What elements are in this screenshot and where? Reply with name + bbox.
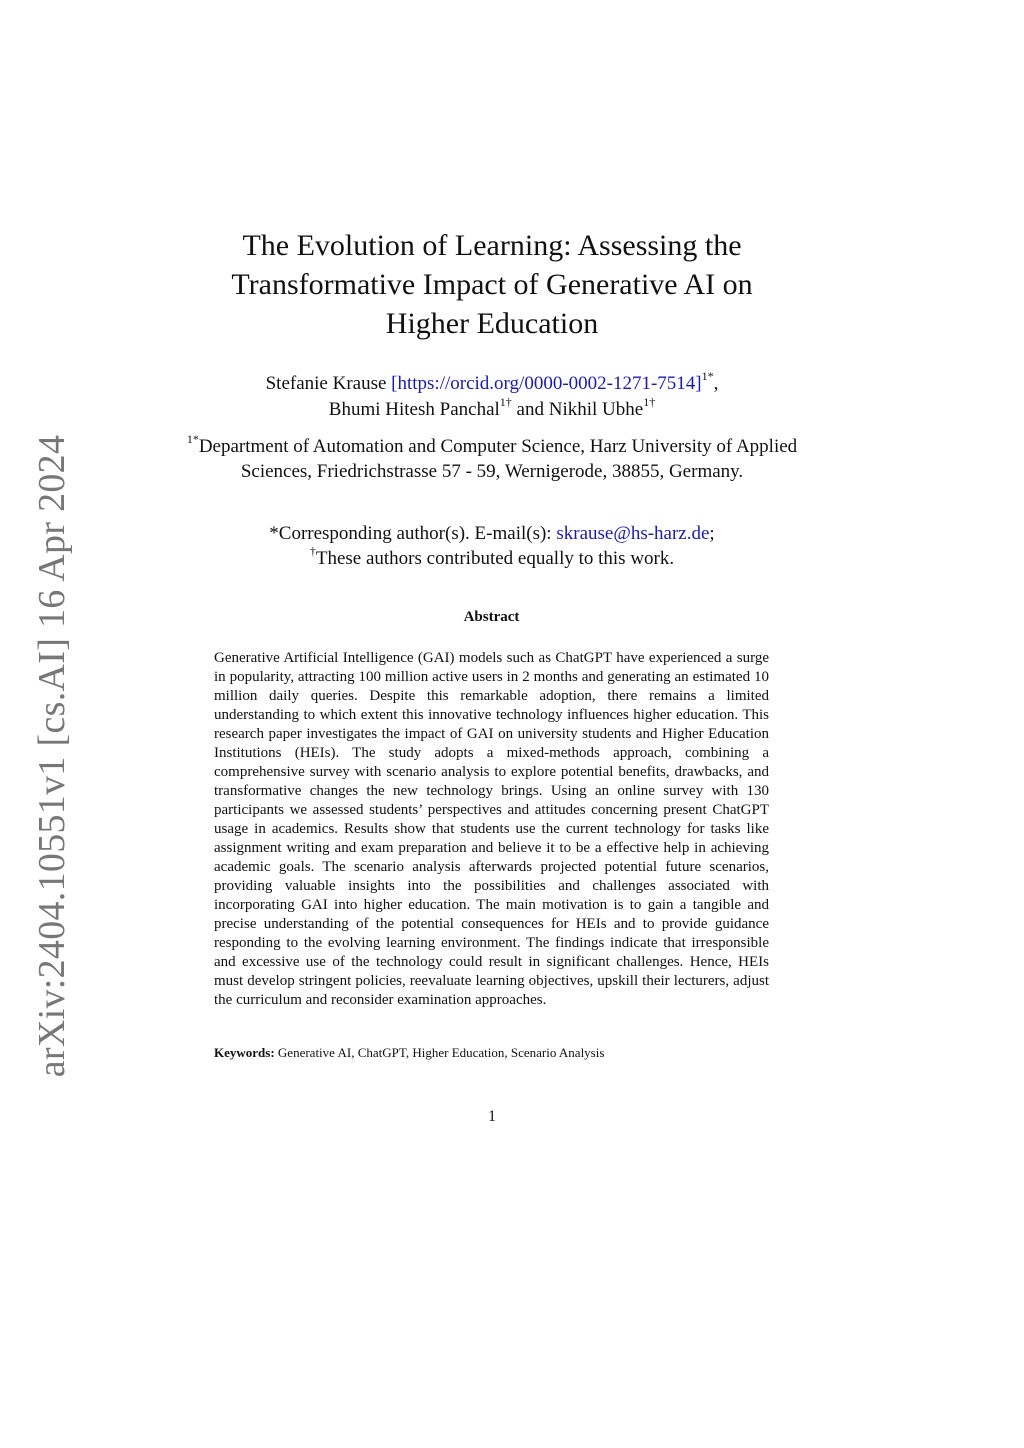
orcid-link[interactable]: [https://orcid.org/0000-0002-1271-7514] bbox=[391, 373, 702, 394]
author-name: Nikhil Ubhe bbox=[548, 399, 644, 420]
page-number: 1 bbox=[488, 1108, 496, 1125]
keywords-label: Keywords: bbox=[214, 1045, 275, 1060]
corresponding-prefix: *Corresponding author(s). E-mail(s): bbox=[269, 523, 557, 544]
keywords-text: Generative AI, ChatGPT, Higher Education, Scenario Analysis bbox=[277, 1045, 605, 1060]
author-list bbox=[150, 368, 834, 423]
author-line-1: Stefanie Krause [https://orcid.org/0000-0002-1271-7514]$^{1*}$, bbox=[265, 368, 719, 394]
email-link[interactable]: skrause@hs-harz.de bbox=[556, 523, 710, 544]
dagger-marker: † bbox=[309, 543, 316, 558]
abstract-text: Generative Artificial Intelligence (GAI) models such as ChatGPT have experienced a surge in popularity, attracting 100 million active users in 2 months and generating an estimated 10 million daily queries. Despite this remarkable adoption, there remains a limited understanding to which extent this innovative technology influences higher education. This research paper investigates the impact of GAI on university students and Higher Education Institutions (HEIs). The study adopts a mixed-methods approach, combining a comprehensive survey with scenario analysis to explore potential benefits, drawbacks, and transformative changes the new technology brings. Using an online survey with 130 participants we assessed students’ perspectives and attitudes concerning present ChatGPT usage in academics. Results show that students use the current technology for tasks like assignment writing and exam preparation and believe it to be a effective help in achieving academic goals. The scenario analysis afterwards projected potential future scenarios, providing valuable insights into the possibilities and challenges associated with incorporating GAI into higher education. The main motivation is to gain a tangible and precise understanding of the potential consequences for HEIs and to provide guidance responding to the evolving learning environment. The findings indicate that irresponsible and excessive use of the technology could result in significant challenges. Hence, HEIs must develop stringent policies, reevaluate learning objectives, upskill their lecturers, adjust the curriculum and reconsider examination approaches. bbox=[214, 650, 769, 1008]
author-name: Bhumi Hitesh Panchal bbox=[328, 399, 500, 420]
author-superscript: 1† bbox=[499, 394, 512, 409]
corresponding-suffix: ; bbox=[709, 523, 715, 544]
affiliation bbox=[180, 431, 804, 484]
correspondence-block bbox=[180, 521, 804, 571]
arxiv-watermark: arXiv:2404.10551v1 [cs.AI] 16 Apr 2024 bbox=[31, 434, 73, 1078]
author-conjunction: and bbox=[516, 399, 544, 420]
keywords bbox=[214, 1045, 769, 1061]
equal-contribution-line bbox=[180, 543, 804, 571]
abstract-heading: Abstract bbox=[463, 609, 520, 625]
equal-contribution-text: These authors contributed equally to this work. bbox=[315, 548, 675, 569]
affiliation-marker: 1* bbox=[186, 431, 199, 446]
affiliation-text: Department of Automation and Computer Science, Harz University of Applied Sciences, Friedrichstrasse 57 - 59, Wernigerode, 38855, Germany. bbox=[198, 436, 798, 482]
paper-title: The Evolution of Learning: Assessing the Transformative Impact of Generative AI on Higher Education bbox=[231, 229, 753, 340]
author-superscript: 1† bbox=[643, 394, 656, 409]
author-name: Stefanie Krause bbox=[265, 373, 387, 394]
author-line-2 bbox=[150, 394, 834, 423]
corresponding-author-line bbox=[180, 521, 804, 546]
author-superscript: 1* bbox=[701, 368, 714, 383]
